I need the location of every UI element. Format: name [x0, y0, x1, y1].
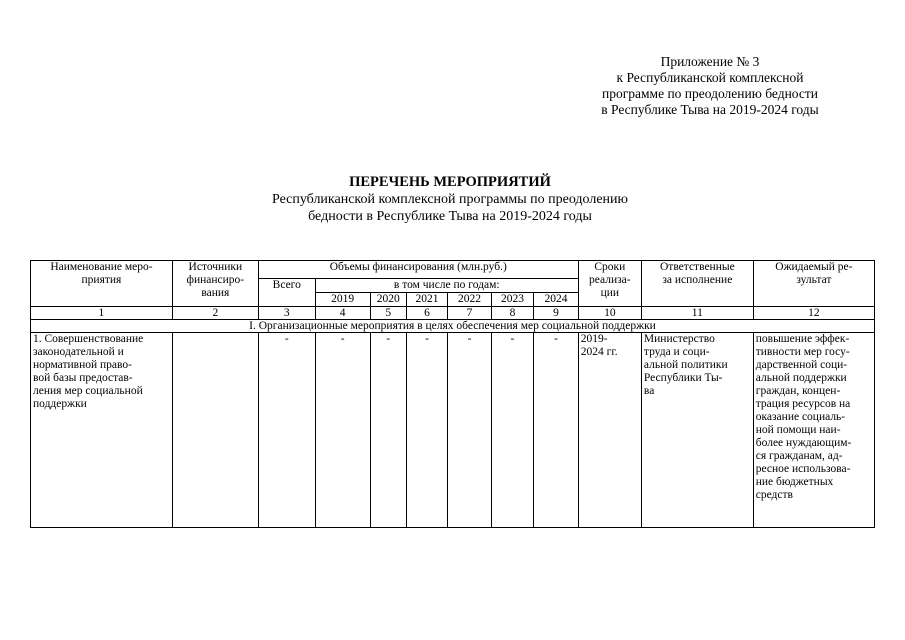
- row-2019: -: [315, 333, 370, 528]
- row-responsible: Министерство труда и соци- альной политики Республики Ты- ва: [641, 333, 753, 528]
- header-terms: Сроки реализа- ции: [578, 261, 641, 307]
- header-name: Наименование меро- приятия: [31, 261, 173, 307]
- appendix-line-2: к Республиканской комплексной: [616, 70, 804, 85]
- header-total: Всего: [258, 279, 315, 307]
- header-year-2024: 2024: [534, 293, 579, 307]
- header-responsible: Ответственные за исполнение: [641, 261, 753, 307]
- column-number: 12: [753, 307, 874, 320]
- section-row: [31, 320, 875, 333]
- section-title: I. Организационные мероприятия в целях обеспечения мер социальной поддержки: [31, 320, 875, 333]
- row-2022: -: [448, 333, 491, 528]
- header-year-2021: 2021: [406, 293, 447, 307]
- column-number: 11: [641, 307, 753, 320]
- appendix-note: [585, 54, 835, 118]
- row-2021: -: [406, 333, 447, 528]
- row-result: повышение эффек- тивности мер госу- дарственной соци- альной поддержки граждан, концен- трация ресурсов на оказание социаль- ной помощи наи- более нуждающим- ся гражданам, ад- ресное использова- ние бюджетных средств: [753, 333, 874, 528]
- header-result: Ожидаемый ре- зультат: [753, 261, 874, 307]
- row-2020: -: [370, 333, 406, 528]
- header-by-years: в том числе по годам:: [315, 279, 578, 293]
- column-number: 8: [491, 307, 533, 320]
- row-2023: -: [491, 333, 533, 528]
- row-name: 1. Совершенствование законодательной и нормативной право- вой базы предостав- ления мер социальной поддержки: [31, 333, 173, 528]
- column-number: 5: [370, 307, 406, 320]
- document-title-block: [200, 174, 700, 225]
- document-title: ПЕРЕЧЕНЬ МЕРОПРИЯТИЙ: [349, 174, 551, 190]
- appendix-line-4: в Республике Тыва на 2019-2024 годы: [601, 102, 819, 117]
- column-number: 6: [406, 307, 447, 320]
- column-number: 10: [578, 307, 641, 320]
- column-number: 3: [258, 307, 315, 320]
- row-sources: [172, 333, 258, 528]
- document-subtitle-2: бедности в Республике Тыва на 2019-2024 годы: [308, 209, 592, 224]
- appendix-line-1: Приложение № 3: [660, 54, 760, 69]
- document-subtitle-1: Республиканской комплексной программы по преодолению: [271, 192, 628, 207]
- measures-table: [30, 260, 875, 528]
- column-number: 4: [315, 307, 370, 320]
- header-sources: Источники финансиро- вания: [172, 261, 258, 307]
- header-funding: Объемы финансирования (млн.руб.): [258, 261, 578, 279]
- header-year-2020: 2020: [370, 293, 406, 307]
- row-2024: -: [534, 333, 579, 528]
- row-total: -: [258, 333, 315, 528]
- table-row: [31, 333, 875, 528]
- column-number: 7: [448, 307, 491, 320]
- column-number: 1: [31, 307, 173, 320]
- appendix-line-3: программе по преодолению бедности: [601, 86, 818, 101]
- row-terms: 2019- 2024 гг.: [578, 333, 641, 528]
- column-numbers-row: [31, 307, 875, 320]
- column-number: 9: [534, 307, 579, 320]
- header-year-2022: 2022: [448, 293, 491, 307]
- header-year-2019: 2019: [315, 293, 370, 307]
- header-year-2023: 2023: [491, 293, 533, 307]
- column-number: 2: [172, 307, 258, 320]
